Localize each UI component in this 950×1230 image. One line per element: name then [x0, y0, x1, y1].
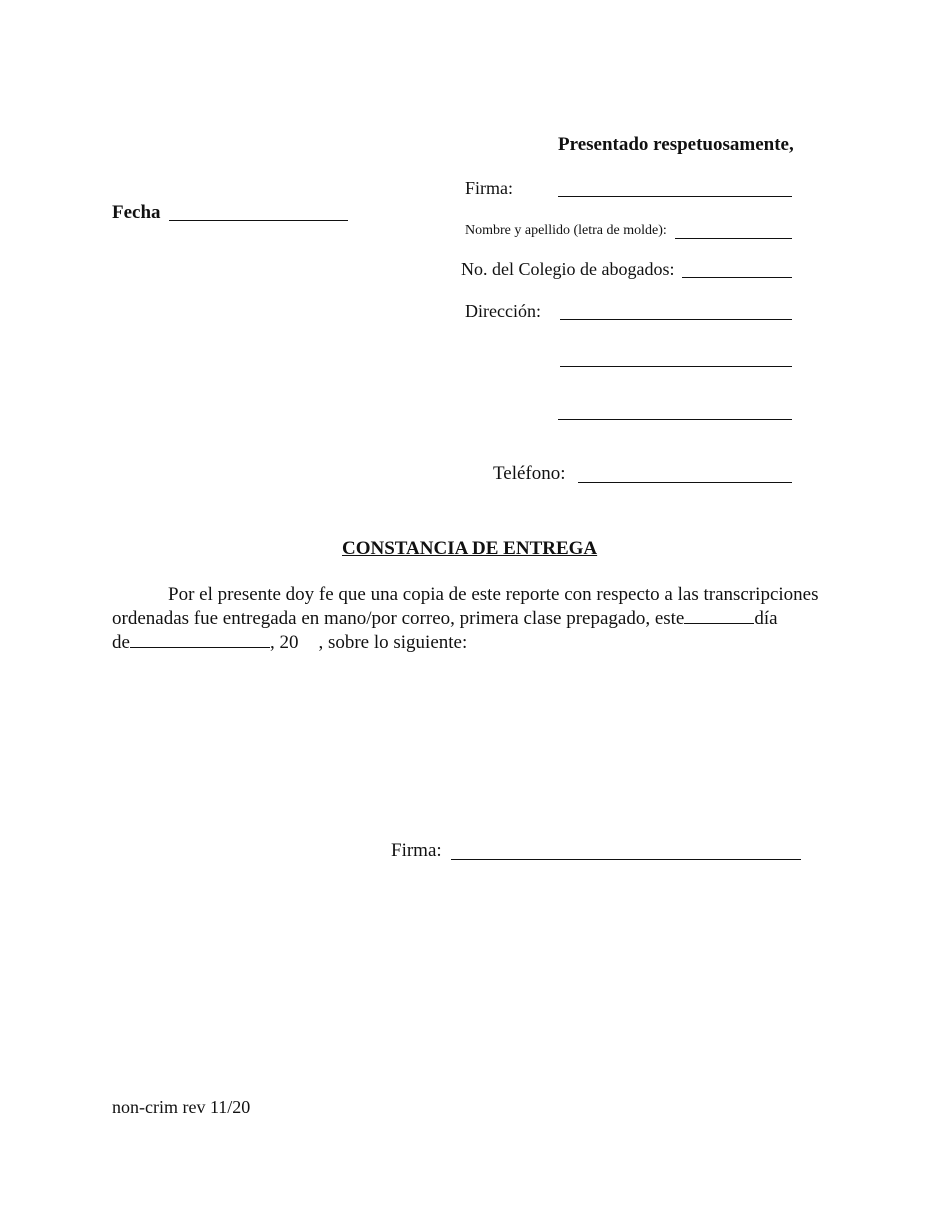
day-blank[interactable]: [684, 607, 754, 624]
certificate-text-year: , 20: [269, 632, 299, 653]
month-blank[interactable]: [130, 631, 270, 648]
certificate-paragraph: [112, 583, 832, 655]
direccion-line-3[interactable]: [558, 419, 792, 420]
direccion-label: Dirección:: [465, 301, 541, 321]
certificate-firma-label: Firma:: [391, 840, 442, 861]
colegio-line[interactable]: [682, 277, 792, 278]
fecha-line[interactable]: [169, 220, 348, 221]
revision-footer: non-crim rev 11/20: [112, 1097, 251, 1117]
certificate-firma-line[interactable]: [451, 859, 801, 860]
certificate-heading: CONSTANCIA DE ENTREGA: [342, 538, 598, 559]
certificate-text-end: , sobre lo siguiente:: [318, 632, 468, 653]
telefono-line[interactable]: [578, 482, 792, 483]
colegio-label: No. del Colegio de abogados:: [461, 259, 675, 279]
firma-label: Firma:: [465, 178, 513, 198]
certificate-text-dia: día: [754, 608, 778, 629]
fecha-label: Fecha: [112, 202, 161, 223]
telefono-label: Teléfono:: [493, 463, 566, 484]
firma-line[interactable]: [558, 196, 792, 197]
certificate-text-de: de: [112, 632, 130, 653]
nombre-line[interactable]: [675, 238, 792, 239]
direccion-line-1[interactable]: [560, 319, 792, 320]
direccion-line-2[interactable]: [560, 366, 792, 367]
closing-text: Presentado respetuosamente,: [558, 134, 794, 155]
certificate-text-part1: Por el presente doy fe que una copia de este reporte con respecto a las transcripciones ordenadas fue entregada en mano/por correo, primera clase prepagado, este: [112, 584, 819, 629]
nombre-label: Nombre y apellido (letra de molde):: [465, 223, 667, 238]
